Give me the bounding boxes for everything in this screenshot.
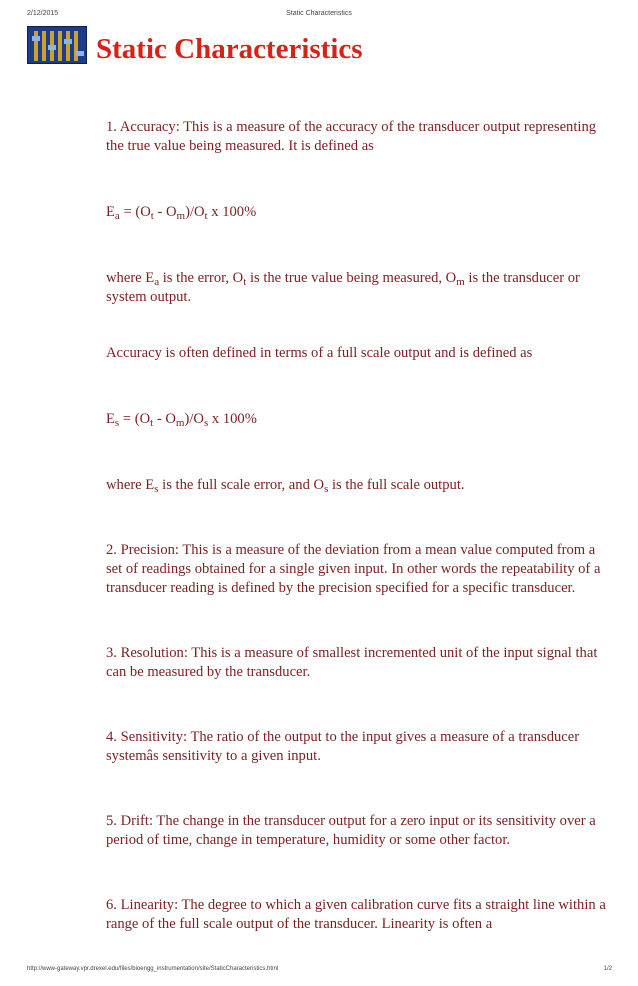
accuracy-paragraph: 1. Accuracy: This is a measure of the accuracy of the transducer output representing the true value being measured. It is defined as [106, 119, 597, 154]
linearity-paragraph: 6. Linearity: The degree to which a given calibration curve fits a straight line within a range of the full scale output of the transducer. Linearity is often a [106, 897, 606, 932]
accuracy-formula: $E_a = (O_t - O_m)/O_t$ x 100% [106, 204, 257, 222]
drift-paragraph: 5. Drift: The change in the transducer output for a zero input or its sensitivity over a period of time, change in temperature, humidity or some other factor. [106, 813, 596, 848]
sensitivity-paragraph: 4. Sensitivity: The ratio of the output to the input gives a measure of a transducer systemâs sensitivity to a given input. [106, 729, 580, 764]
source-url: http://www-gateway.vpr.drexel.edu/files/bioengg_instrumentation/site/StaticCharacteristics.html [27, 966, 279, 972]
full-scale-paragraph: Accuracy is often defined in terms of a full scale output and is defined as [106, 345, 533, 361]
print-page-title: Static Characteristics [286, 10, 352, 17]
print-date: 2/12/2015 [27, 10, 59, 17]
resolution-paragraph: 3. Resolution: This is a measure of smallest incremented unit of the input signal that can be measured by the transducer. [106, 645, 598, 680]
print-header [0, 6, 638, 20]
full-scale-where-paragraph: where $E_s$ is the full scale error, and $O_s$ is the full scale output. [106, 477, 465, 495]
precision-paragraph: 2. Precision: This is a measure of the deviation from a mean value computed from a set of readings obtained for a single given input. In other words the repeatability of a transducer reading is defined by the precision specified for a specific transducer. [106, 542, 601, 596]
full-scale-formula: $E_s = (O_t - O_m)/O_s$ x 100% [106, 411, 257, 429]
accuracy-where-paragraph: where $E_a$ is the error, $O_t$ is the true value being measured, $O_m$ is the transducer or system output. [106, 270, 580, 305]
document-body [106, 118, 606, 934]
page-number: 1/2 [603, 966, 612, 972]
page-title: Static Characteristics [96, 33, 363, 65]
circuit-board-logo [27, 26, 87, 64]
